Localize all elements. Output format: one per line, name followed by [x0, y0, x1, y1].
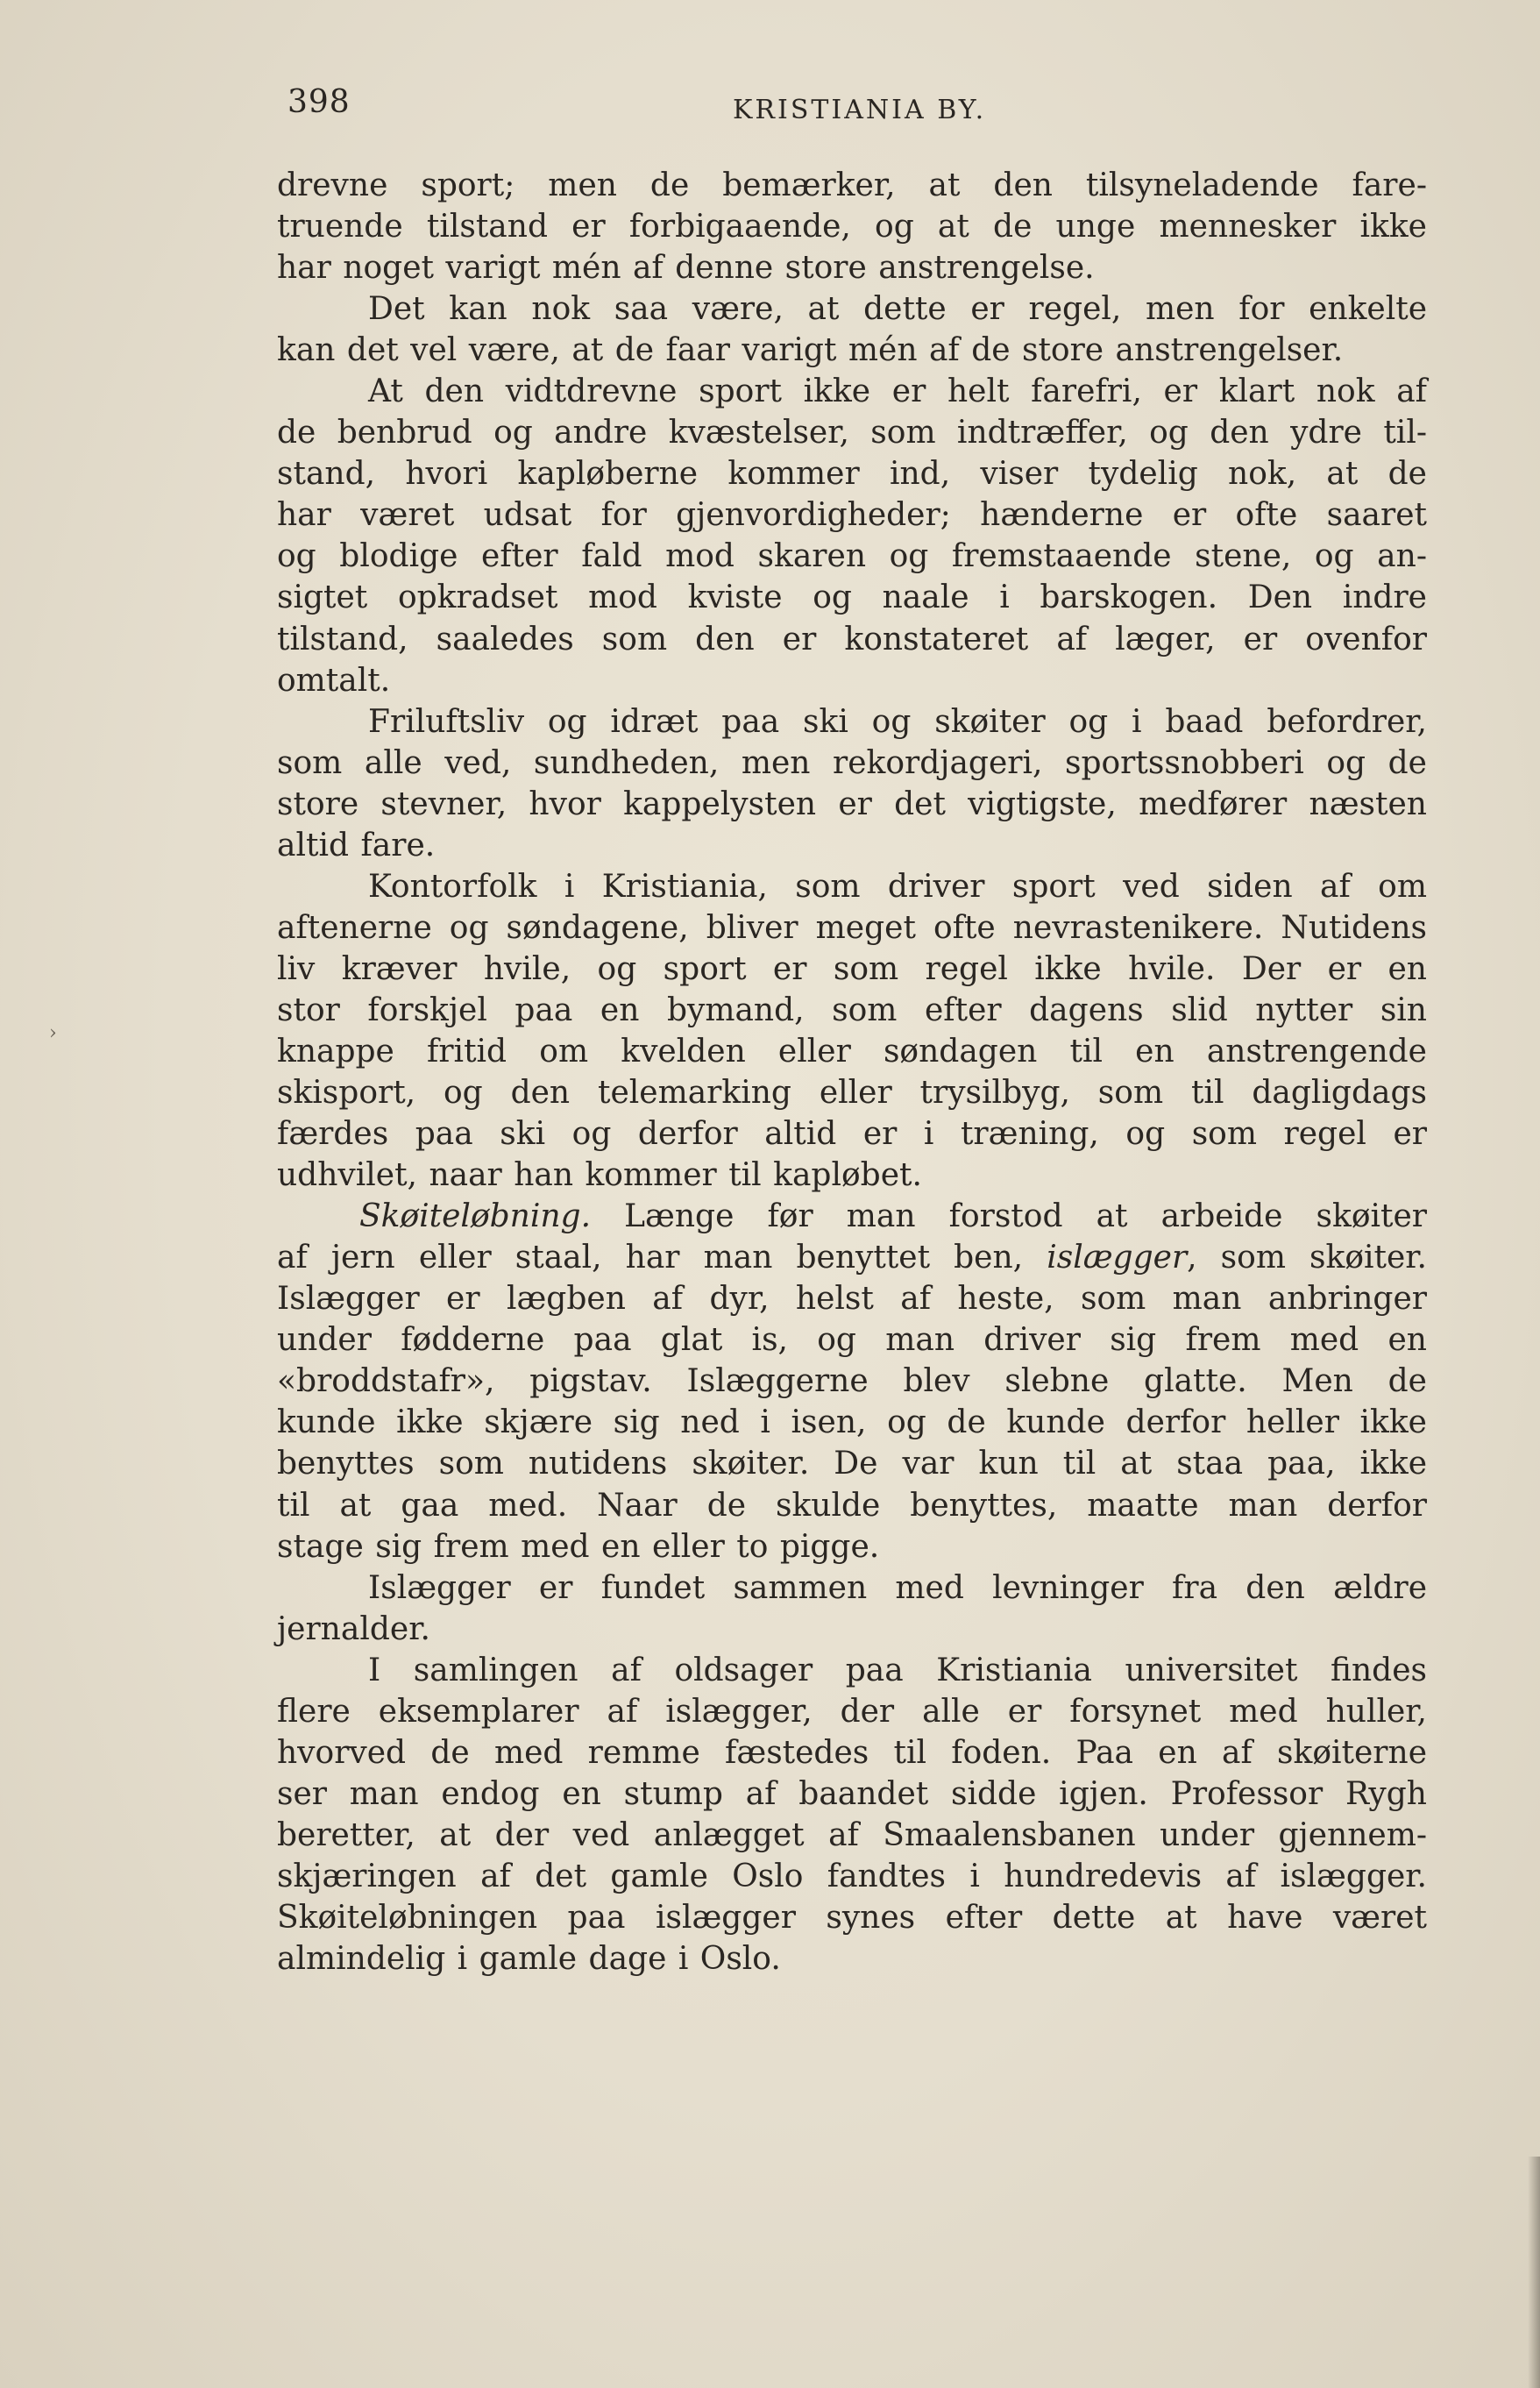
text-line: Islægger er fundet sammen med levninger fra den ældre — [368, 1569, 1427, 1606]
text-line: Kontorfolk i Kristiania, som driver sport ved siden af om — [368, 868, 1427, 905]
text-line: stand, hvori kapløberne kommer ind, viser tydelig nok, at de — [277, 456, 1427, 493]
text-line: de benbrud og andre kvæstelser, som indtræffer, og den ydre til- — [277, 415, 1427, 451]
text-line: store stevner, hvor kappelysten er det vigtigste, medfører næsten — [277, 785, 1427, 822]
text-line: benyttes som nutidens skøiter. De var kun til at staa paa, ikke — [277, 1446, 1427, 1482]
text-line: I samlingen af oldsager paa Kristiania universitet findes — [368, 1652, 1427, 1688]
page-edge-shadow — [1528, 2157, 1540, 2388]
text-line: stor forskjel paa en bymand, som efter dagens slid nytter sin — [277, 991, 1427, 1028]
text-line: som alle ved, sundheden, men rekordjageri, sportssnobberi og de — [277, 744, 1427, 781]
body-text — [277, 165, 1427, 1979]
text-line: hvorved de med remme fæstedes til foden. Paa en af skøiterne — [277, 1734, 1427, 1771]
text-line: drevne sport; men de bemærker, at den tilsyneladende fare- — [277, 167, 1427, 203]
text-fragment: Længe før man forstod at arbeide skøiter — [624, 1198, 1427, 1235]
text-line: beretter, at der ved anlægget af Smaalensbanen under gjennem- — [277, 1816, 1427, 1853]
text-line: har noget varigt mén af denne store anstrengelse. — [277, 250, 1095, 287]
text-line: liv kræver hvile, og sport er som regel ikke hvile. Der er en — [277, 950, 1427, 987]
text-line: jernalder. — [277, 1610, 430, 1647]
text-line: almindelig i gamle dage i Oslo. — [277, 1941, 781, 1978]
text-line: færdes paa ski og derfor altid er i træning, og som regel er — [277, 1116, 1427, 1153]
text-line: truende tilstand er forbigaaende, og at de unge mennesker ikke — [277, 209, 1427, 245]
text-line: kunde ikke skjære sig ned i isen, og de kunde derfor heller ikke — [277, 1404, 1427, 1441]
page-number: 398 — [287, 84, 351, 120]
text-line: til at gaa med. Naar de skulde benyttes, maatte man derfor — [277, 1487, 1427, 1524]
text-line: udhvilet, naar han kommer til kapløbet. — [277, 1157, 922, 1194]
text-line: knappe fritid om kvelden eller søndagen til en anstrengende — [277, 1033, 1427, 1070]
text-line: «broddstafr», pigstav. Islæggerne blev slebne glatte. Men de — [277, 1363, 1427, 1400]
text-line: og blodige efter fald mod skaren og fremstaaende stene, og an- — [277, 538, 1427, 575]
italic-term: islægger — [1047, 1240, 1188, 1276]
text-line: Skøiteløbningen paa islægger synes efter dette at have været — [277, 1899, 1427, 1936]
text-line: skjæringen af det gamle Oslo fandtes i hundredevis af islægger. — [277, 1858, 1427, 1894]
text-line: sigtet opkradset mod kviste og naale i barskogen. Den indre — [277, 579, 1427, 616]
text-line: flere eksemplarer af islægger, der alle er forsynet med huller, — [277, 1693, 1427, 1730]
text-fragment: , som skøiter. — [1187, 1240, 1427, 1276]
text-line: Friluftsliv og idræt paa ski og skøiter og i baad befordrer, — [368, 703, 1427, 740]
text-fragment: af jern eller staal, har man benyttet ben, — [277, 1240, 1047, 1276]
text-line: kan det vel være, at de faar varigt mén af de store anstrengelser. — [277, 332, 1344, 369]
running-head: KRISTIANIA BY. — [733, 95, 987, 125]
margin-mark: › — [49, 1022, 57, 1044]
text-line — [277, 1196, 1427, 1237]
text-line: altid fare. — [277, 827, 436, 864]
text-line: har været udsat for gjenvordigheder; hænderne er ofte saaret — [277, 497, 1427, 534]
text-line: tilstand, saaledes som den er konstateret af læger, er ovenfor — [277, 621, 1427, 657]
text-line: skisport, og den telemarking eller trysilbyg, som til dagligdags — [277, 1075, 1427, 1112]
text-line: Det kan nok saa være, at dette er regel, men for enkelte — [368, 291, 1427, 328]
section-heading: Skøiteløbning. — [359, 1198, 592, 1235]
text-line: At den vidtdrevne sport ikke er helt farefri, er klart nok af — [368, 373, 1427, 410]
text-line: ser man endog en stump af baandet sidde igjen. Professor Rygh — [277, 1775, 1427, 1812]
text-line: Islægger er lægben af dyr, helst af heste, som man anbringer — [277, 1281, 1427, 1318]
text-line: omtalt. — [277, 662, 391, 699]
text-line: under fødderne paa glat is, og man driver sig frem med en — [277, 1322, 1427, 1359]
text-line: stage sig frem med en eller to pigge. — [277, 1528, 880, 1565]
text-line: aftenerne og søndagene, bliver meget ofte nevrastenikere. Nutidens — [277, 909, 1427, 946]
text-line — [277, 1237, 1427, 1278]
